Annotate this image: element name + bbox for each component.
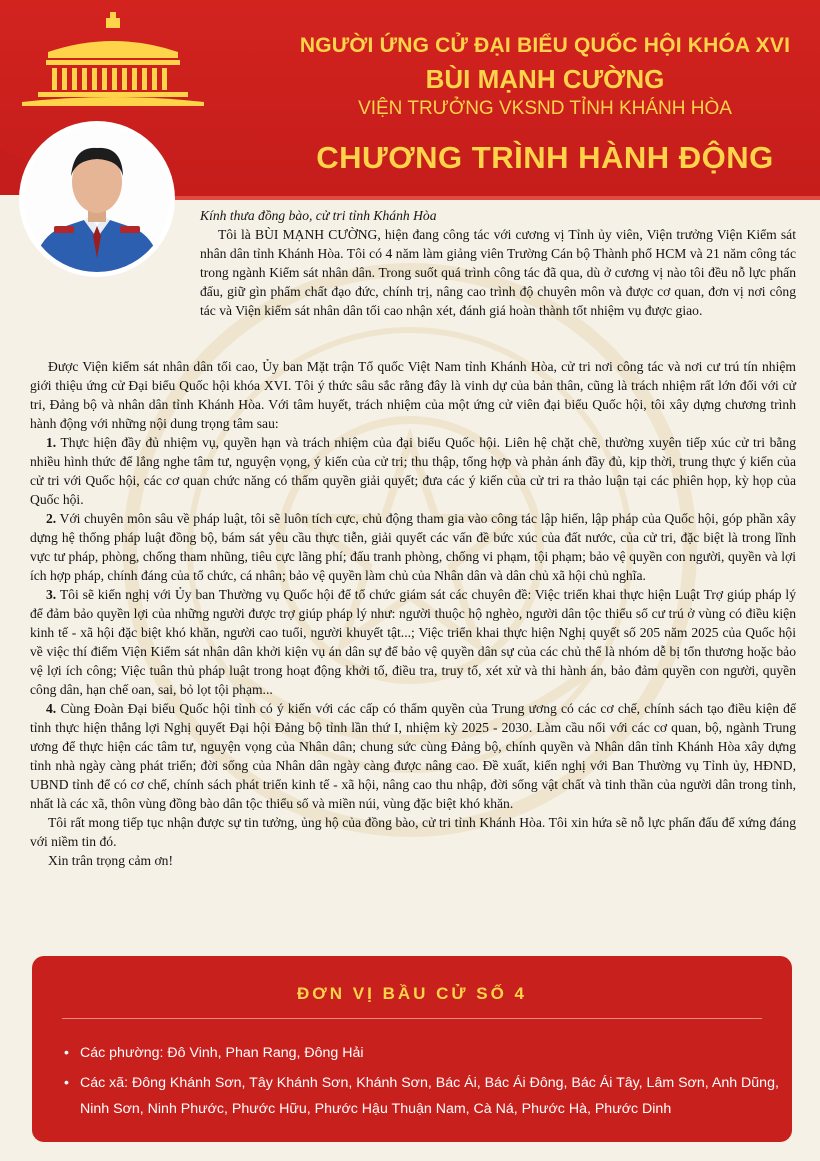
page-title: CHƯƠNG TRÌNH HÀNH ĐỘNG [316, 140, 774, 175]
closing-paragraph: Tôi rất mong tiếp tục nhận được sự tin tưởng, ủng hộ của đồng bào, cử tri tỉnh Khánh Hòa. Tôi xin hứa sẽ nỗ lực phấn đấu để xứng đáng với niềm tin đó. [30, 815, 796, 849]
candidate-position: VIỆN TRƯỞNG VKSND TỈNH KHÁNH HÒA [358, 98, 732, 119]
divider [62, 1018, 762, 1019]
national-assembly-emblem-icon [18, 12, 208, 107]
greeting: Kính thưa đồng bào, cử tri tỉnh Khánh Hòa [200, 208, 437, 223]
item-text: Cùng Đoàn Đại biểu Quốc hội tỉnh có ý kiến với các cấp có thẩm quyền của Trung ương có các cơ chế, chính sách tạo điều kiện để tỉnh thực hiện thắng lợi Nghị quyết Đại hội Đảng bộ tỉnh lần thứ I, nhiệm kỳ 2025 - 2030. Làm cầu nối với các cơ quan, bộ, ngành Trung ương để thực hiện các tâm tư, nguyện vọng của Nhân dân; chung sức cùng Đảng bộ, chính quyền và Nhân dân tỉnh Khánh Hòa xây dựng tỉnh nhà ngày càng phát triển; đời sống của Nhân dân ngày càng được nâng cao. Đề xuất, kiến nghị với Ban Thường vụ Tỉnh ủy, HĐND, UBND tỉnh để có cơ chế, chính sách phát triển kinh tế - xã hội, nâng cao thu nhập, đời sống vật chất và tinh thần của người dân trong tỉnh, nhất là các xã, thôn vùng đồng bào dân tộc thiểu số và miền núi, vùng đặc biệt khó khăn. [30, 701, 796, 811]
item-number: 3. [46, 587, 57, 602]
program-intro-paragraph: Được Viện kiểm sát nhân dân tối cao, Ủy ban Mặt trận Tổ quốc Việt Nam tỉnh Khánh Hòa, cử tri nơi công tác và nơi cư trú tín nhiệm giới thiệu ứng cử Đại biểu Quốc hội khóa XVI. Tôi ý thức sâu sắc rằng đây là vinh dự của bản thân, cũng là trách nhiệm rất lớn đối với cử tri, Đảng bộ và nhân dân tỉnh Khánh Hòa. Với tâm huyết, trách nhiệm của một ứng cử viên đại biểu Quốc hội, tôi xây dựng chương trình hành động với những nội dung trọng tâm sau: [30, 359, 796, 431]
item-text: Tôi sẽ kiến nghị với Ủy ban Thường vụ Quốc hội để tổ chức giám sát các chuyên đề: Việc triển khai thực hiện Luật Trợ giúp pháp lý để đảm bảo quyền lợi của những người được trợ giúp pháp lý như: người thuộc hộ nghèo, người dân tộc thiểu số cư trú ở vùng có điều kiện kinh tế - xã hội đặc biệt khó khăn, người cao tuổi, người khuyết tật...; Việc triển khai thực hiện Nghị quyết số 205 năm 2025 của Quốc hội về việc thí điểm Viện Kiểm sát nhân dân khởi kiện vụ án dân sự để bảo vệ quyền dân sự của các chủ thể là nhóm dễ bị tổn thương hoặc bảo vệ lợi ích công; Việc tuân thủ pháp luật trong hoạt động khởi tố, điều tra, truy tố, xét xử và thi hành án, bảo đảm quyền con người, quyền công dân, hạn chế oan, sai, bỏ lọt tội phạm... [30, 587, 797, 697]
program-item-4 [30, 699, 796, 813]
item-text: Thực hiện đầy đủ nhiệm vụ, quyền hạn và trách nhiệm của đại biểu Quốc hội. Liên hệ chặt chẽ, thường xuyên tiếp xúc cử tri bằng nhiều hình thức để lắng nghe tâm tư, nguyện vọng, ý kiến của cử tri; thu thập, tổng hợp và phản ánh đầy đủ, kịp thời, trung thực ý kiến của cử tri với Quốc hội, các cơ quan chức năng có thẩm quyền giải quyết; đưa các ý kiến của cử tri ra thảo luận tại các phiên họp, kỳ họp của Quốc hội. [30, 435, 797, 507]
candidate-portrait [24, 126, 170, 272]
communes-list-item: • Các xã: Đông Khánh Sơn, Tây Khánh Sơn, Khánh Sơn, Bác Ái, Bác Ái Đông, Bác Ái Tây, Lâm Sơn, Anh Dũng, Ninh Sơn, Ninh Phước, Phước Hữu, Phước Hậu Thuận Nam, Cà Ná, Phước Hà, Phước Dinh [62, 1070, 782, 1122]
program-item-2 [30, 509, 796, 585]
item-number: 2. [46, 511, 57, 526]
program-item-1 [30, 433, 796, 509]
item-number: 1. [46, 435, 57, 450]
action-program-body [30, 357, 796, 870]
wards-list-item: • Các phường: Đô Vinh, Phan Rang, Đông Hải [62, 1040, 782, 1066]
electoral-unit-title: ĐƠN VỊ BẦU CỬ SỐ 4 [297, 984, 527, 1003]
thanks-line: Xin trân trọng cảm ơn! [48, 853, 173, 868]
item-text: Với chuyên môn sâu về pháp luật, tôi sẽ luôn tích cực, chủ động tham gia vào công tác lập hiến, lập pháp của Quốc hội, góp phần xây dựng hệ thống pháp luật đồng bộ, bám sát yêu cầu thực tiễn, giải quyết các vấn đề bức xúc của đất nước, của cử tri, đặc biệt là trong lĩnh vực tư pháp, phòng, chống tham nhũng, tiêu cực lãng phí; đấu tranh phòng, chống vi phạm, tội phạm; bảo vệ quyền con người, quyền và lợi ích hợp pháp, chính đáng của tổ chức, cá nhân; bảo vệ quyền làm chủ của Nhân dân và dân chủ xã hội chủ nghĩa. [30, 511, 796, 583]
program-item-3 [30, 585, 796, 699]
intro-paragraph: Tôi là BÙI MẠNH CƯỜNG, hiện đang công tác với cương vị Tỉnh ủy viên, Viện trưởng Viện Kiểm sát nhân dân tỉnh Khánh Hòa. Tôi có 4 năm làm giảng viên Trường Cán bộ Thành phố HCM và 21 năm công tác trong ngành Kiểm sát nhân dân. Trong suốt quá trình công tác đã qua, dù ở cương vị nào tôi đều nỗ lực phấn đấu, giữ gìn phẩm chất đạo đức, chính trị, nâng cao trình độ chuyên môn và được cơ quan, đơn vị nơi công tác và Viện kiểm sát nhân dân tối cao nhận xét, đánh giá hoàn thành tốt nhiệm vụ được giao. [200, 227, 796, 318]
item-number: 4. [46, 701, 57, 716]
electoral-unit-list [62, 1040, 782, 1122]
header-candidacy-line: NGƯỜI ỨNG CỬ ĐẠI BIỂU QUỐC HỘI KHÓA XVI [299, 34, 791, 57]
electoral-unit-box [32, 956, 792, 1142]
candidate-name: BÙI MẠNH CƯỜNG [425, 64, 665, 94]
intro-section [200, 206, 796, 320]
